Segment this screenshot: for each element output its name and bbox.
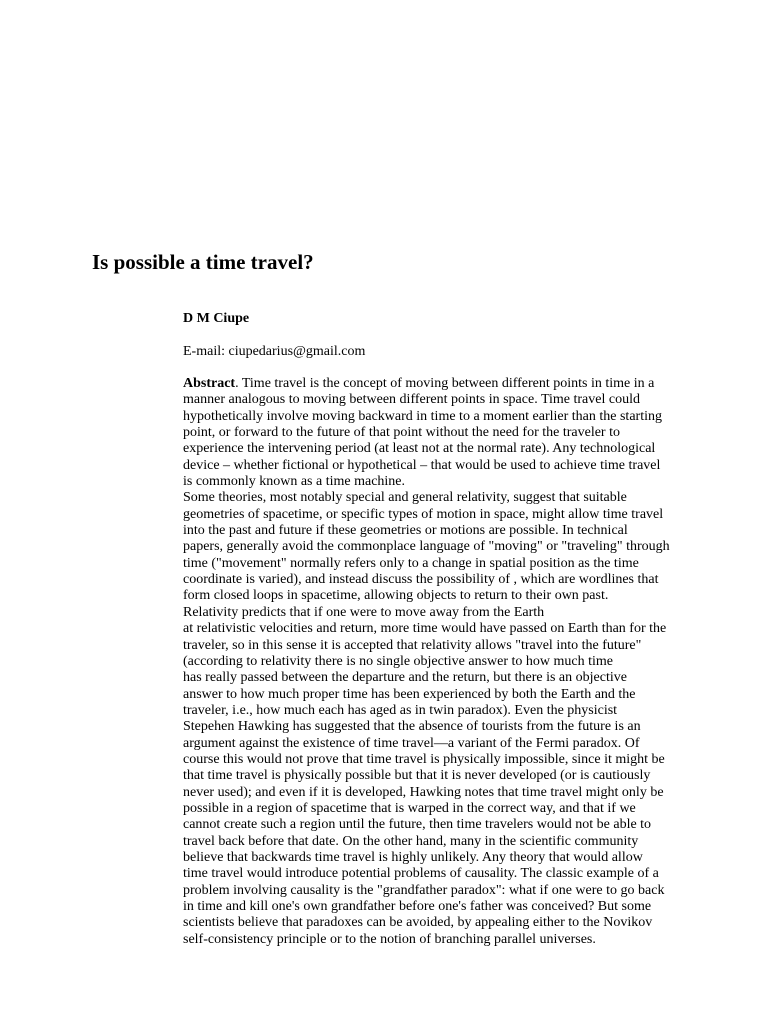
abstract-line-text: form closed loops in spacetime, allowing objects to return to their own past. — [183, 588, 609, 604]
abstract-line — [183, 736, 683, 752]
abstract-line — [183, 670, 683, 686]
abstract-line — [183, 752, 683, 768]
abstract-line-text: manner analogous to moving between different points in space. Time travel could — [183, 392, 640, 408]
abstract-line — [183, 376, 683, 392]
paper-title: Is possible a time travel? — [92, 250, 314, 274]
abstract-line-text: believe that backwards time travel is highly unlikely. Any theory that would allow — [183, 849, 643, 865]
abstract-line — [183, 425, 683, 441]
abstract-line-text: time ("movement" normally refers only to a change in spatial position as the time — [183, 555, 639, 571]
abstract-label: Abstract — [183, 376, 236, 391]
abstract-line-text: never used); and even if it is developed, Hawking notes that time travel might only be — [183, 784, 664, 800]
abstract-line-text: time travel would introduce potential problems of causality. The classic example of a — [183, 866, 659, 882]
abstract-line — [183, 556, 683, 572]
abstract-line-text: scientists believe that paradoxes can be avoided, by appealing either to the Novikov — [183, 915, 653, 931]
abstract-line — [183, 899, 683, 915]
abstract-line-text: point, or forward to the future of that point without the need for the traveler to — [183, 425, 620, 441]
abstract-line-text: (according to relativity there is no single objective answer to how much time — [183, 653, 613, 669]
abstract-line — [183, 572, 683, 588]
abstract-line — [183, 605, 683, 621]
abstract-line-text: hypothetically involve moving backward in time to a moment earlier than the starting — [183, 408, 662, 424]
abstract-line — [183, 507, 683, 523]
abstract-line — [183, 866, 683, 882]
abstract-line — [183, 523, 683, 539]
abstract-line — [183, 703, 683, 719]
abstract-line — [183, 654, 683, 670]
abstract-line — [183, 441, 683, 457]
abstract-line-text: traveler, i.e., how much each has aged as in twin paradox). Even the physicist — [183, 702, 618, 718]
abstract-line-text: self-consistency principle or to the notion of branching parallel universes. — [183, 931, 596, 947]
abstract-line-text: is commonly known as a time machine. — [183, 474, 406, 490]
abstract-line — [183, 474, 683, 490]
abstract-line-text: problem involving causality is the "grandfather paradox": what if one were to go back — [183, 882, 665, 898]
abstract-line — [183, 638, 683, 654]
abstract-line — [183, 539, 683, 555]
abstract-line-text: at relativistic velocities and return, more time would have passed on Earth than for the — [183, 621, 667, 637]
abstract-line-text: experience the intervening period (at least not at the normal rate). Any technological — [183, 441, 656, 457]
abstract-line-text: argument against the existence of time travel—a variant of the Fermi paradox. Of — [183, 735, 640, 751]
abstract-line — [183, 850, 683, 866]
abstract-line-text: course this would not prove that time travel is physically impossible, since it might be — [183, 751, 665, 767]
abstract-line — [183, 458, 683, 474]
abstract-body — [183, 376, 683, 948]
abstract-line — [183, 621, 683, 637]
abstract-line — [183, 932, 683, 948]
abstract-line — [183, 687, 683, 703]
abstract-line-text: coordinate is varied), and instead discuss the possibility of , which are wordlines that — [183, 572, 659, 588]
abstract-line — [183, 834, 683, 850]
abstract-line — [183, 719, 683, 735]
abstract-line-text: geometries of spacetime, or specific types of motion in space, might allow time travel — [183, 506, 664, 522]
abstract-line — [183, 785, 683, 801]
abstract-line-text: into the past and future if these geometries or motions are possible. In technical — [183, 523, 628, 539]
abstract-line-text: device – whether fictional or hypothetical – that would be used to achieve time travel — [183, 457, 661, 473]
author-name: D M Ciupe — [183, 311, 250, 326]
author-email: E-mail: ciupedarius@gmail.com — [183, 344, 366, 359]
abstract-line-text: in time and kill one's own grandfather before one's father was conceived? But some — [183, 899, 652, 914]
abstract-line-text: traveler, so in this sense it is accepted that relativity allows "travel into the future" — [183, 637, 642, 653]
abstract-line — [183, 801, 683, 817]
abstract-line — [183, 409, 683, 425]
abstract-line — [183, 392, 683, 408]
abstract-line — [183, 915, 683, 931]
abstract-line-text: travel back before that date. On the other hand, many in the scientific community — [183, 833, 639, 849]
abstract-line — [183, 588, 683, 604]
abstract-line — [183, 883, 683, 899]
abstract-line-text: Relativity predicts that if one were to move away from the Earth — [183, 604, 545, 620]
abstract-line-text: cannot create such a region until the future, then time travelers would not be able to — [183, 817, 652, 833]
abstract-line-text: Stepehen Hawking has suggested that the absence of tourists from the future is an — [183, 719, 641, 735]
abstract-line — [183, 490, 683, 506]
abstract-line — [183, 817, 683, 833]
abstract-line-text: possible in a region of spacetime that is warped in the correct way, and that if we — [183, 800, 636, 816]
abstract-line-text: has really passed between the departure and the return, but there is an objective — [183, 670, 627, 686]
abstract-line-text: that time travel is physically possible but that it is never developed (or is cautiously — [183, 768, 651, 784]
abstract-line-text: . Time travel is the concept of moving between different points in time in a — [235, 376, 655, 391]
abstract-line-text: answer to how much proper time has been experienced by both the Earth and the — [183, 686, 636, 702]
abstract-line-text: papers, generally avoid the commonplace language of "moving" or "traveling" through — [183, 539, 670, 555]
abstract-line-text: Some theories, most notably special and general relativity, suggest that suitable — [183, 490, 627, 506]
abstract-line — [183, 768, 683, 784]
